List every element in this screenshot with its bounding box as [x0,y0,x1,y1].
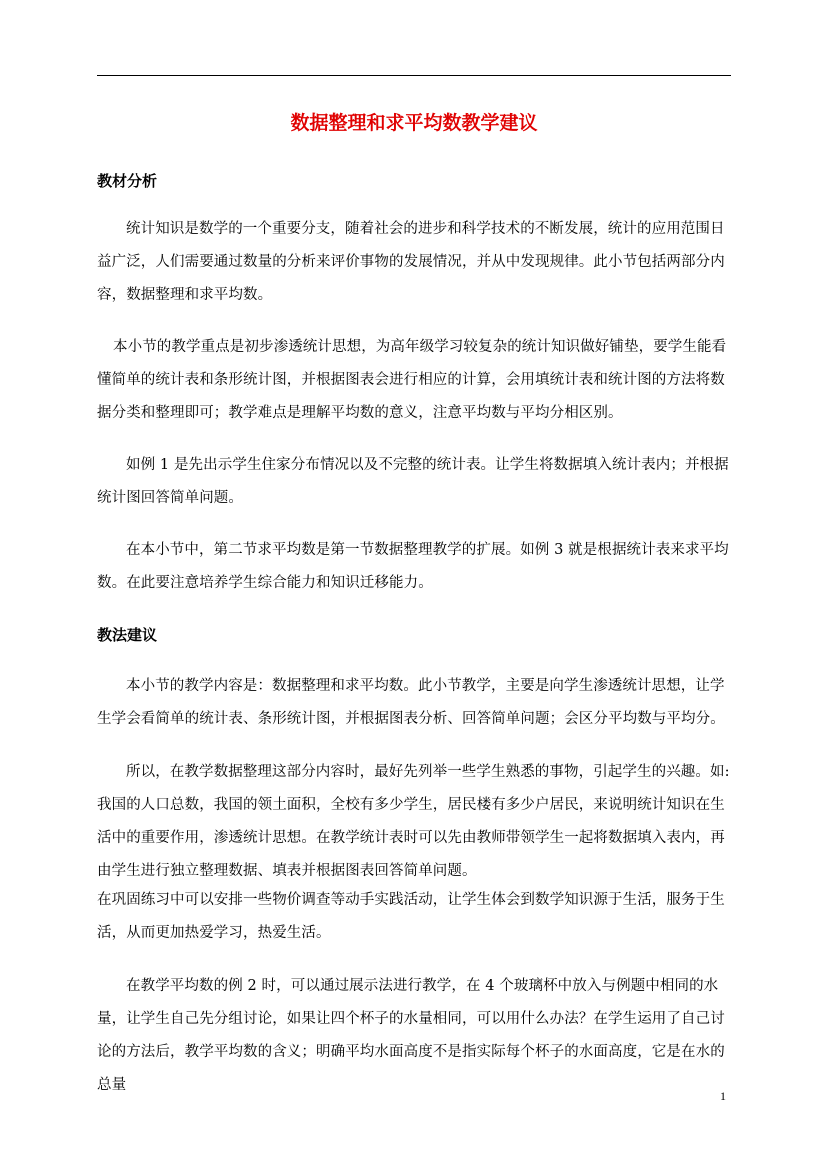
paragraph: 在本小节中，第二节求平均数是第一节数据整理教学的扩展。如例 3 就是根据统计表来求平均数。在此要注意培养学生综合能力和知识迁移能力。 [97,542,729,591]
paragraph: 统计知识是数学的一个重要分支，随着社会的进步和科学技术的不断发展，统计的应用范围日益广泛，人们需要通过数量的分析来评价事物的发展情况，并从中发现规律。此小节包括两部分内容，数据整理和求平均数。 [97,221,725,303]
paragraph: 本小节的教学重点是初步渗透统计思想，为高年级学习较复杂的统计知识做好铺垫，要学生能看懂简单的统计表和条形统计图，并根据图表会进行相应的计算，会用填统计表和统计图的方法将数据分类和整理即可；教学难点是理解平均数的意义，注意平均数与平均分相区别。 [97,339,727,421]
paragraph: 在巩固练习中可以安排一些物价调查等动手实践活动，让学生体会到数学知识源于生活，服务于生活，从而更加热爱学习，热爱生活。 [97,892,725,941]
section-heading-analysis: 教材分析 [97,172,158,190]
paragraph: 如例 1 是先出示学生住家分布情况以及不完整的统计表。让学生将数据填入统计表内；并根据统计图回答简单问题。 [97,457,729,506]
section-heading-method: 教法建议 [97,626,158,644]
paragraph: 所以，在教学数据整理这部分内容时，最好先列举一些学生熟悉的事物，引起学生的兴趣。如:我国的人口总数，我国的领土面积，全校有多少学生，居民楼有多少户居民，来说明统计知识在生活中的重要作用，渗透统计思想。在教学统计表时可以先由教师带领学生一起将数据填入表内，再由学生进行独立整理数据、填表并根据图表回答简单问题。 [97,764,730,879]
header-rule [97,75,731,76]
document-title: 数据整理和求平均数教学建议 [290,112,538,134]
paragraph: 本小节的教学内容是：数据整理和求平均数。此小节教学，主要是向学生渗透统计思想，让学生学会看简单的统计表、条形统计图，并根据图表分析、回答简单问题；会区分平均数与平均分。 [97,678,725,727]
paragraph: 在教学平均数的例 2 时，可以通过展示法进行教学，在 4 个玻璃杯中放入与例题中相同的水量，让学生自己先分组讨论，如果让四个杯子的水量相同，可以用什么办法？在学生运用了自己讨论的方法后，教学平均数的含义；明确平均水面高度不是指实际每个杯子的水面高度，它是在水的总量 [97,978,725,1093]
page-number: 1 [720,1089,726,1103]
